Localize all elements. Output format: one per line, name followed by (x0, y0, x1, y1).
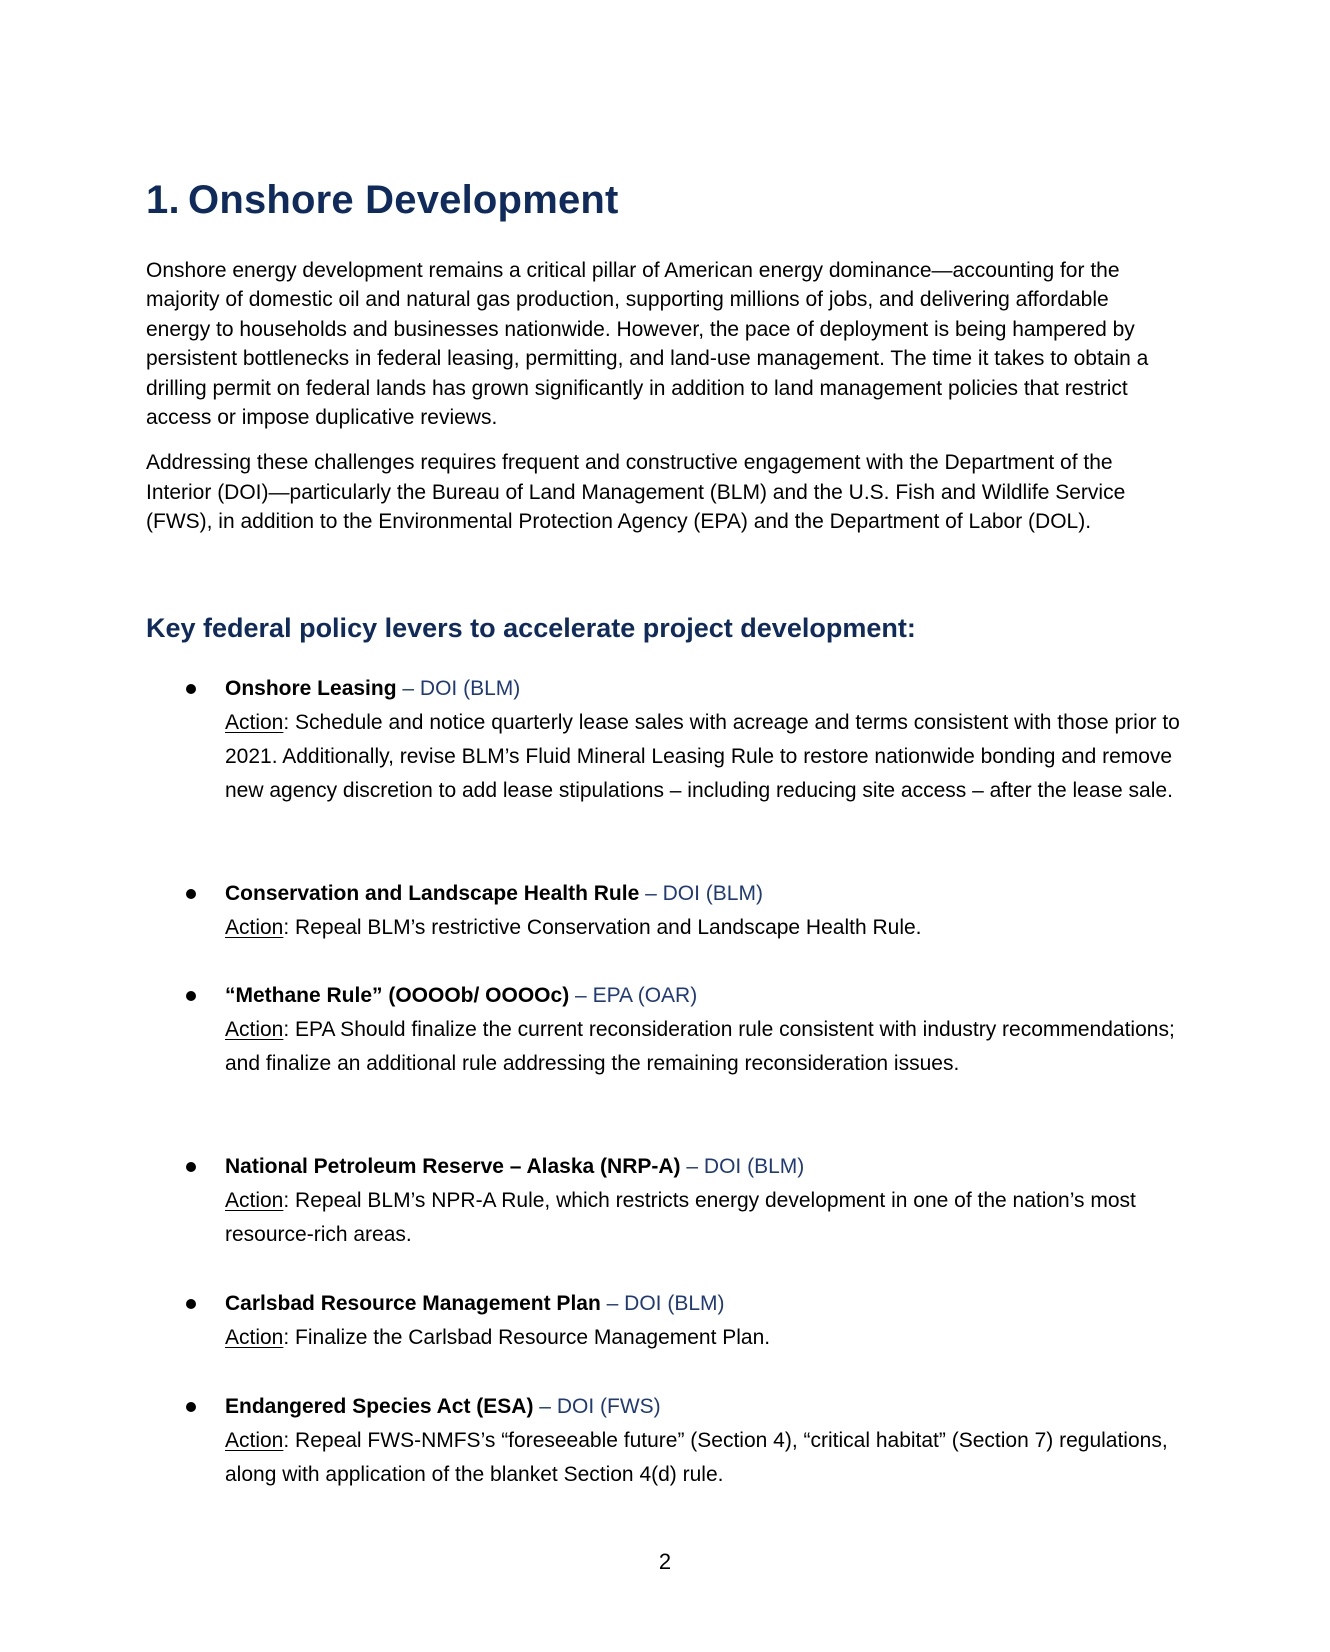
intro-paragraph: Onshore energy development remains a critical pillar of American energy dominance—accounting for the majority of domestic oil and natural gas production, supporting millions of jobs, and delivering affordable energy to households and businesses nationwide. However, the pace of deployment is being hampered by persistent bottlenecks in federal leasing, permitting, and land-use management. The time it takes to obtain a drilling permit on federal lands has grown significantly in addition to land management policies that restrict access or impose duplicative reviews. (146, 259, 1149, 430)
policy-agency: EPA (OAR) (592, 984, 698, 1007)
bullet-icon (186, 991, 196, 1001)
bullet-icon (186, 1299, 196, 1309)
action-label: Action (225, 916, 284, 939)
policy-agency: DOI (BLM) (624, 1292, 725, 1315)
action-label: Action (225, 1429, 284, 1452)
policy-separator: – (680, 1155, 704, 1178)
action-label: Action (225, 1018, 284, 1041)
action-label: Action (225, 711, 284, 734)
bullet-icon (186, 889, 196, 899)
policy-item-carlsbad-rmp (225, 1287, 1185, 1355)
action-label: Action (225, 1189, 284, 1212)
action-text: : EPA Should finalize the current reconsideration rule consistent with industry recommendations; and finalize an additional rule addressing the remaining reconsideration issues. (225, 1018, 1175, 1075)
action-label: Action (225, 1326, 284, 1349)
action-text: : Repeal BLM’s restrictive Conservation and Landscape Health Rule. (283, 916, 922, 939)
action-text: : Finalize the Carlsbad Resource Management Plan. (283, 1326, 771, 1349)
action-text: : Repeal BLM’s NPR-A Rule, which restricts energy development in one of the nation’s most resource-rich areas. (225, 1189, 1136, 1246)
section-number: 1. (146, 178, 180, 222)
policy-item-esa (225, 1390, 1185, 1492)
page-number: 2 (658, 1549, 672, 1574)
section-title-text: Onshore Development (188, 178, 619, 222)
bullet-icon (186, 1402, 196, 1412)
policy-item-methane-rule (225, 979, 1185, 1081)
policy-separator: – (533, 1395, 557, 1418)
policy-separator: – (396, 677, 420, 700)
policy-agency: DOI (BLM) (703, 1155, 805, 1178)
bullet-icon (186, 1162, 196, 1172)
policy-agency: DOI (BLM) (662, 882, 763, 905)
policy-separator: – (600, 1292, 625, 1315)
policy-item-npr-a (225, 1150, 1185, 1252)
policy-separator: – (569, 984, 593, 1007)
policy-name: National Petroleum Reserve – Alaska (NRP-A) (225, 1155, 681, 1178)
action-text: : Repeal FWS-NMFS’s “foreseeable future” (Section 4), “critical habitat” (Section 7) regulations, along with application of the blanket Section 4(d) rule. (225, 1429, 1168, 1486)
policy-item-conservation-rule (225, 877, 1185, 945)
bullet-icon (186, 684, 196, 694)
policy-name: Onshore Leasing (225, 677, 397, 700)
intro-paragraph: Addressing these challenges requires frequent and constructive engagement with the Department of the Interior (DOI)—particularly the Bureau of Land Management (BLM) and the U.S. Fish and Wildlife Service (FWS), in addition to the Environmental Protection Agency (EPA) and the Department of Labor (DOL). (146, 451, 1126, 534)
policy-name: “Methane Rule” (OOOOb/ OOOOc) (225, 984, 570, 1007)
policy-name: Conservation and Landscape Health Rule (225, 882, 640, 905)
policy-name: Carlsbad Resource Management Plan (225, 1292, 601, 1315)
policy-item-onshore-leasing (225, 672, 1185, 808)
policy-levers-heading: Key federal policy levers to accelerate project development: (146, 613, 916, 643)
policy-name: Endangered Species Act (ESA) (225, 1395, 534, 1418)
policy-agency: DOI (FWS) (556, 1395, 661, 1418)
policy-agency: DOI (BLM) (419, 677, 521, 700)
policy-separator: – (639, 882, 663, 905)
action-text: : Schedule and notice quarterly lease sales with acreage and terms consistent with those prior to 2021. Additionally, revise BLM’s Fluid Mineral Leasing Rule to restore nationwide bonding and remove new agency discretion to add lease stipulations – including reducing site access – after the lease sale. (225, 711, 1180, 802)
